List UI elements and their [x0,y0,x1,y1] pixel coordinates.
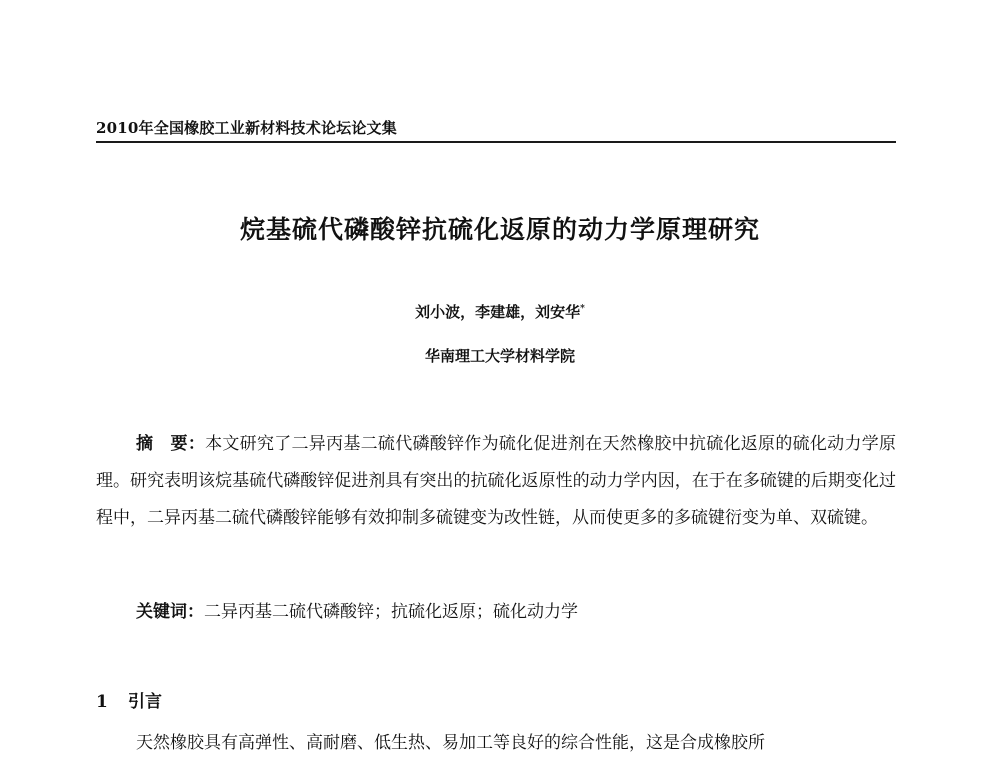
abstract [96,426,896,537]
section-title: 引言 [128,692,162,712]
authors: 刘小波，李建雄，刘安华 [415,303,581,321]
section-body-text: 天然橡胶具有高弹性、高耐磨、低生热、易加工等良好的综合性能，这是合成橡胶所 [136,733,765,753]
authors-line [0,301,1000,322]
header-rule [96,141,896,143]
abstract-label: 摘 要： [136,434,206,454]
section-heading [96,687,162,712]
section-number: 1 [96,692,108,712]
keywords [136,597,896,622]
corresponding-author-mark: * [580,304,585,314]
paper-title: 烷基硫代磷酸锌抗硫化返原的动力学原理研究 [239,215,760,244]
abstract-text: 本文研究了二异丙基二硫代磷酸锌作为硫化促进剂在天然橡胶中抗硫化返原的硫化动力学原理。研究表明该烷基硫代磷酸锌促进剂具有突出的抗硫化返原性的动力学内因，在于在多硫键的后期变化过程中，二异丙基二硫代磷酸锌能够有效抑制多硫键变为改性链，从而使更多的多硫键衍变为单、双硫键。 [96,434,897,528]
affiliation: 华南理工大学材料学院 [424,347,575,365]
keywords-text: 二异丙基二硫代磷酸锌；抗硫化返原；硫化动力学 [204,602,578,622]
running-header: 2010年全国橡胶工业新材料技术论坛论文集 [96,119,397,137]
keywords-label: 关键词： [136,602,204,622]
